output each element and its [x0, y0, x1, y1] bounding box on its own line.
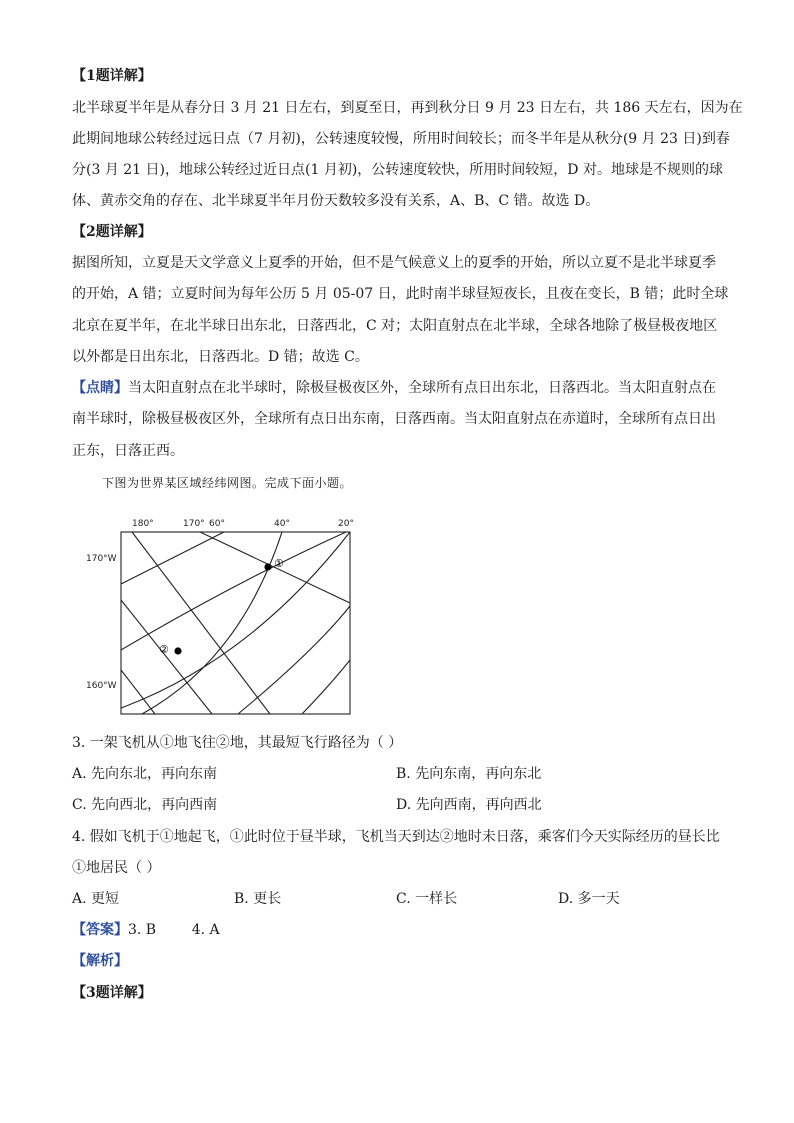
- question-3-option-a[interactable]: A. 先向东北，再向东南: [72, 766, 218, 782]
- point-1-label: ①: [274, 557, 284, 570]
- question-4-option-b[interactable]: B. 更长: [234, 891, 282, 907]
- tip-text: 当太阳直射点在北半球时，除极昼极夜区外，全球所有点日出东北，日落西北。当太阳直射点在: [128, 380, 716, 396]
- graticule-map: [80, 510, 370, 722]
- parallel-curve: [142, 532, 282, 714]
- tip-line: 正东，日落正西。: [72, 443, 184, 459]
- section2-heading: 【2题详解】: [72, 224, 152, 240]
- parallel-curve: [121, 532, 346, 650]
- meridian-line: [121, 670, 155, 714]
- question-4-option-a[interactable]: A. 更短: [72, 891, 120, 907]
- section2-line: 据图所知，立夏是天文学意义上夏季的开始，但不是气候意义上的夏季的开始，所以立夏不是北半球夏季: [72, 255, 716, 271]
- map-frame: [121, 532, 350, 714]
- question-3-stem: 3. 一架飞机从①地飞往②地，其最短飞行路径为（ ）: [72, 735, 403, 751]
- question-4-option-c[interactable]: C. 一样长: [396, 891, 458, 907]
- meridian-line: [121, 532, 224, 584]
- map-top-label: 40°: [274, 519, 290, 529]
- question-3-option-d[interactable]: D. 先向西南，再向西北: [396, 797, 542, 813]
- tip-label: 【点睛】: [72, 380, 128, 396]
- question-3-option-b[interactable]: B. 先向东南，再向东北: [396, 766, 542, 782]
- question-4-option-d[interactable]: D. 多一天: [558, 891, 620, 907]
- section1-line: 此期间地球公转经过远日点（7 月初)，公转速度较慢，所用时间较长；而冬半年是从秋分(9 月 23 日)到春: [72, 131, 730, 147]
- point-1-marker: [264, 563, 271, 570]
- section3-heading: 【3题详解】: [72, 985, 152, 1001]
- section1-heading: 【1题详解】: [72, 68, 152, 84]
- tip-line: [72, 378, 724, 398]
- map-left-label: 170°W: [86, 554, 117, 564]
- question-4-stem: ①地居民（ ）: [72, 860, 161, 876]
- question-4-stem: 4. 假如飞机于①地起飞，①此时位于昼半球，飞机当天到达②地时未日落，乘客们今天实际经历的昼长比: [72, 829, 720, 845]
- map-top-label: 60°: [209, 519, 225, 529]
- question-3-option-c[interactable]: C. 先向西北，再向西南: [72, 797, 218, 813]
- section2-line: 北京在夏半年，在北半球日出东北，日落西北，C 对；太阳直射点在北半球，全球各地除了极昼极夜地区: [72, 318, 718, 334]
- point-2-label: ②: [159, 643, 169, 656]
- point-2-marker: [174, 647, 181, 654]
- answer-text: 3. B 4. A: [128, 922, 220, 938]
- answer-label: 【答案】: [72, 922, 128, 938]
- answer-line: [72, 920, 724, 940]
- parallel-curve: [302, 660, 350, 714]
- section2-line: 的开始，A 错；立夏时间为每年公历 5 月 05-07 日，此时南半球昼短夜长，且夜在变长，B 错；此时全球: [72, 286, 729, 302]
- section1-line: 体、黄赤交角的存在、北半球夏半年月份天数较多没有关系，A、B、C 错。故选 D。: [72, 193, 600, 209]
- section2-line: 以外都是日出东北，日落西北。D 错；故选 C。: [72, 349, 369, 365]
- map-top-label: 20°: [338, 519, 354, 529]
- meridian-line: [121, 600, 212, 714]
- map-left-label: 160°W: [86, 681, 117, 691]
- map-caption: 下图为世界某区域经纬网图。完成下面小题。: [102, 476, 353, 490]
- section1-line: 分(3 月 21 日)，地球公转经过近日点(1 月初)，公转速度较快，所用时间较短，D 对。地球是不规则的球: [72, 162, 723, 178]
- tip-line: 南半球时，除极昼极夜区外，全球所有点日出东南，日落西南。当太阳直射点在赤道时，全球所有点日出: [72, 411, 716, 427]
- analysis-label: 【解析】: [72, 953, 128, 969]
- parallel-curve: [121, 532, 350, 708]
- parallel-curve: [238, 606, 350, 714]
- meridian-line: [132, 532, 270, 714]
- section1-line: 北半球夏半年是从春分日 3 月 21 日左右，到夏至日，再到秋分日 9 月 23 日左右，共 186 天左右，因为在: [72, 100, 743, 116]
- map-top-label: 180°: [132, 519, 154, 529]
- map-top-label: 170°: [183, 519, 205, 529]
